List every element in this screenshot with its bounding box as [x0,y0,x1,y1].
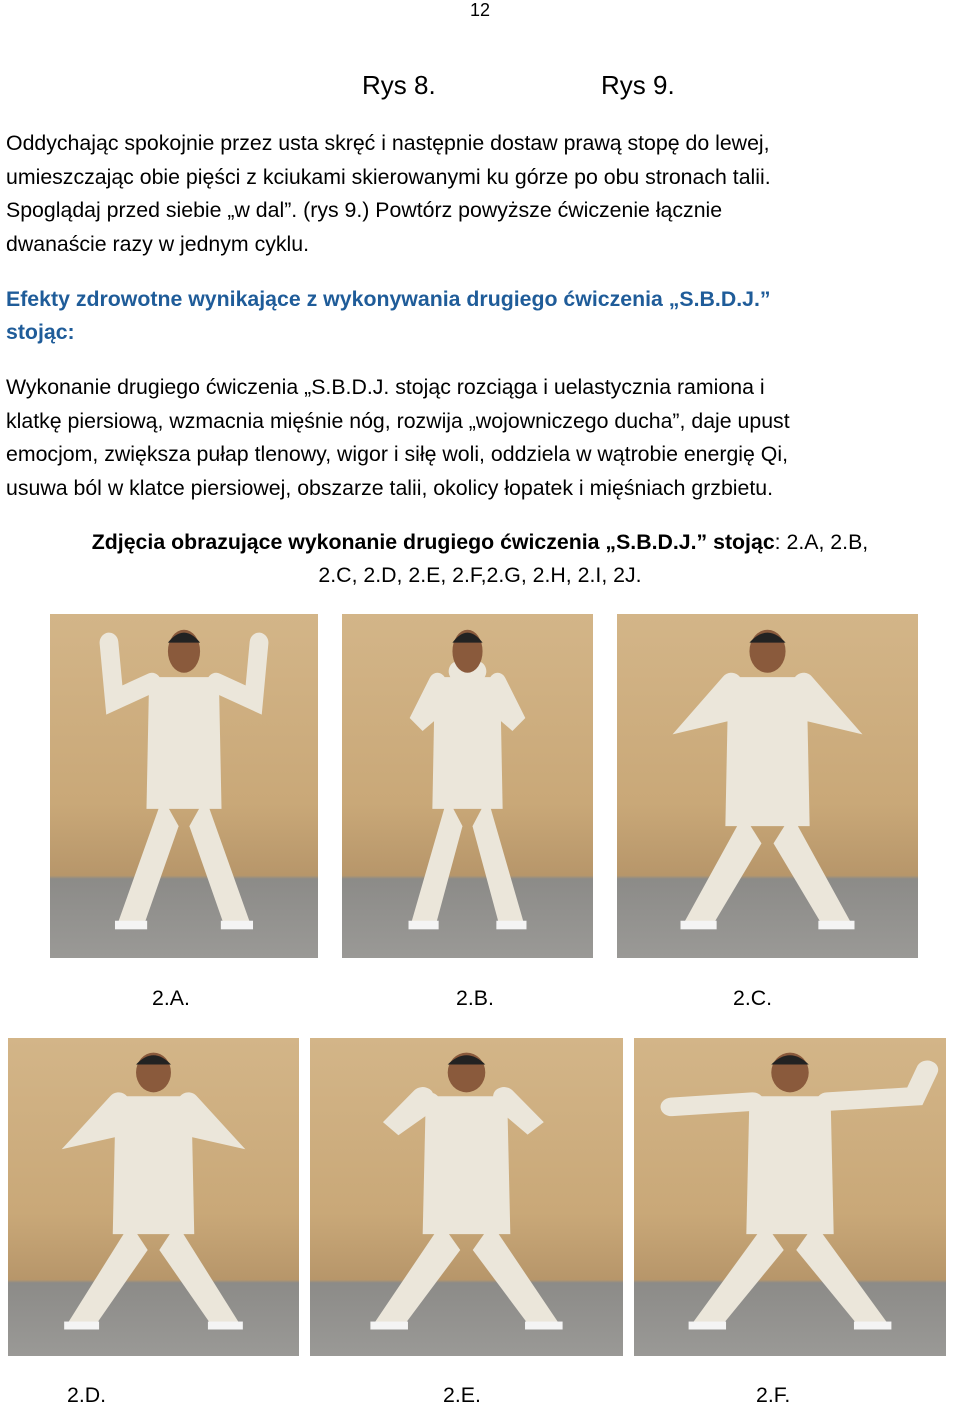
photo-label-2d: 2.D. [67,1383,107,1407]
person-figure [50,614,318,958]
photo-2b [342,614,593,958]
caption-rest: : 2.A, 2.B, [774,530,869,554]
caption-line: 2.C, 2.D, 2.E, 2.F,2.G, 2.H, 2.I, 2J. [318,563,642,587]
photo-2e [310,1038,623,1356]
photo-caption [0,526,960,592]
person-figure [634,1038,946,1356]
paragraph-line: Wykonanie drugiego ćwiczenia „S.B.D.J. stojąc rozciąga i uelastycznia ramiona i [6,375,765,399]
person-figure [8,1038,299,1356]
photo-label-2b: 2.B. [456,986,494,1010]
person-figure [310,1038,623,1356]
section-heading [6,283,958,349]
caption-line [0,526,960,559]
page-number: 12 [469,0,491,20]
paragraph-line: Oddychając spokojnie przez usta skręć i następnie dostaw prawą stopę do lewej, [6,131,770,155]
paragraph-line: umieszczając obie pięści z kciukami skierowanymi ku górze po obu stronach talii. [6,164,771,189]
photo-2f [634,1038,946,1356]
photo-2a [50,614,318,958]
photo-label-2f: 2.F. [756,1383,791,1407]
paragraph-line: usuwa ból w klatce piersiowej, obszarze talii, okolicy łopatek i mięśniach grzbietu. [6,475,774,500]
figure-label-rys8: Rys 8. [362,70,436,100]
photo-label-2a: 2.A. [152,986,190,1010]
heading-line: stojąc: [6,320,75,344]
paragraph-line: Spoglądaj przed siebie „w dal”. (rys 9.) Powtórz powyższe ćwiczenie łącznie [6,198,723,222]
photo-label-2e: 2.E. [443,1383,481,1407]
person-figure [617,614,918,958]
photo-2c [617,614,918,958]
paragraph-line: emocjom, zwiększa pułap tlenowy, wigor i siłę woli, oddziela w wątrobie energię Qi, [6,442,789,466]
photo-2d [8,1038,299,1356]
heading-line: Efekty zdrowotne wynikające z wykonywania drugiego ćwiczenia „S.B.D.J.” [6,287,771,311]
instruction-paragraph [6,127,958,261]
photo-label-2c: 2.C. [733,986,773,1010]
effects-paragraph [6,371,958,505]
person-figure [342,614,593,958]
paragraph-line: dwanaście razy w jednym cyklu. [6,231,310,256]
paragraph-line: klatkę piersiową, wzmacnia mięśnie nóg, rozwija „wojowniczego ducha”, daje upust [6,408,790,433]
caption-bold: Zdjęcia obrazujące wykonanie drugiego ćwiczenia „S.B.D.J.” stojąc [91,530,775,554]
figure-label-rys9: Rys 9. [601,70,675,100]
